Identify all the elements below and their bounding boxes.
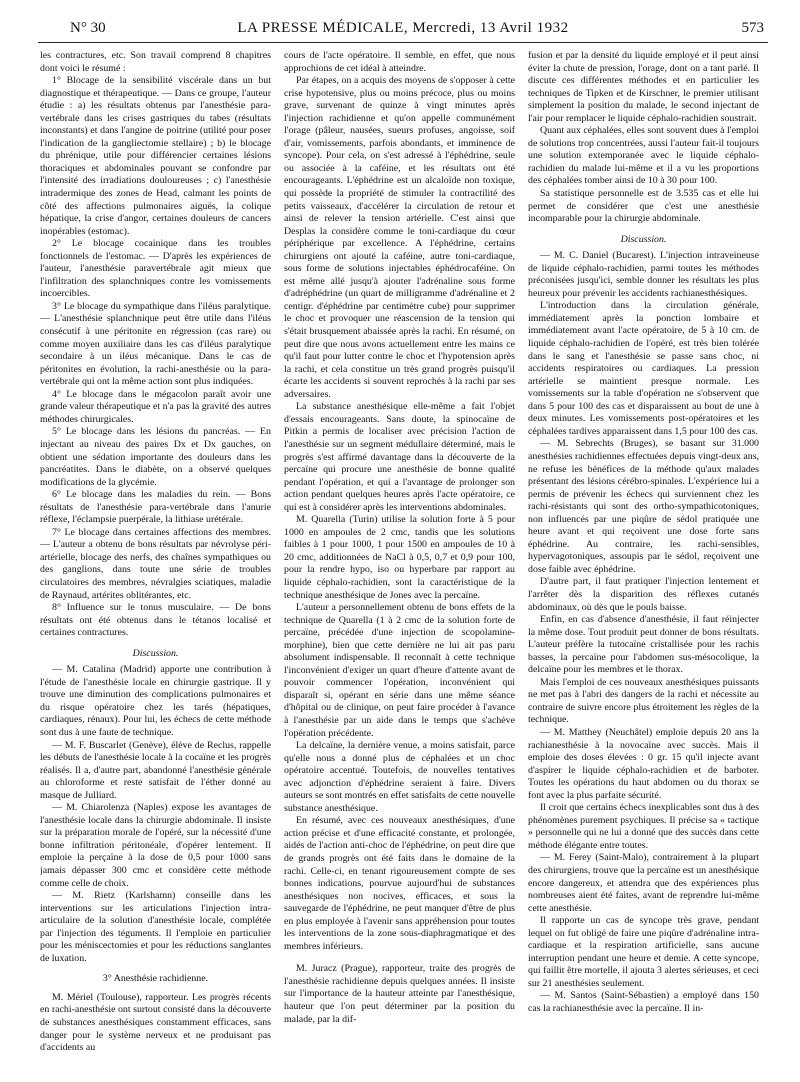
paragraph: Quant aux céphalées, elles sont souvent dues à l'emploi de solutions trop concentrées, aussi l'auteur fait-il toujours une solution extemporanée avec le liquide céphalo-rachidien du malade lui-même et il a vu les proportions des céphalées tomber ainsi de 10 à 30 pour 100. (528, 125, 759, 187)
paragraph: — M. Matthey (Neuchâtel) emploie depuis 20 ans la rachianesthésie à la novocaïne avec succès. Mais il emploie des doses élevées : 0 gr. 15 qu'il injecte avant d'aspirer le liquide céphalo-rachidien et de barboter. Toutes les opérations du haut abdomen ou du thorax se font avec la plus parfaite sécurité. (528, 726, 759, 801)
column-left (40, 50, 271, 1070)
paragraph: 5° Le blocage dans les lésions du pancréas. — En injectant au niveau des paires Dx et Dx gauches, on obtient une sédation importante des douleurs dans les pancréatites. Dans le diabète, on a observé quelques modifications de la glycémie. (40, 426, 271, 488)
paragraph: M. Quarella (Turin) utilise la solution forte à 5 pour 1000 en ampoules de 2 cmc, tandis que les solutions faibles à 1 pour 1000, 1 pour 1500 en ampoules de 10 à 20 cmc, additionnées de NaCl à 0,5, 0,7 et 0,9 pour 100, pour la rendre hypo, iso ou hyperbare par rapport au liquide céphalo-rachidien, sont la caractéristique de la technique anesthésique de Jones avec la percaïne. (284, 514, 515, 601)
paragraph: — M. Ferey (Saint-Malo), contrairement à la plupart des chirurgiens, trouve que la percaïne est un anesthésique encore dangereux, et attendra que des expériences plus nombreuses aient été faites, avant de reprendre lui-même cette anesthésie. (528, 852, 759, 914)
paragraph: — M. F. Buscarlet (Genève), élève de Reclus, rappelle les débuts de l'anesthésie locale à la cocaïne et les progrès réalisés. Il a, d'autre part, abandonné l'anesthésie générale au chloroforme et reste satisfait de l'éther donné au masque de Julliard. (40, 739, 271, 801)
paragraph: — M. Santos (Saint-Sébastien) a employé dans 150 cas la rachianesthésie avec la percaïne. Il in- (528, 990, 759, 1015)
paragraph: En résumé, avec ces nouveaux anesthésiques, d'une action précise et d'une efficacité constante, et prolongée, aidés de l'action anti-choc de l'éphédrine, on peut dire que de grands progrès ont été faits dans le domaine de la rachi. Celle-ci, en tenant rigoureusement compte de ses bonnes indications, pourvue aujourd'hui de substances anesthésiques non nocives, efficaces, et sous la sauvegarde de l'éphédrine, ne peut manquer d'être de plus en plus employée à l'avenir sans appréhension pour toutes les interventions de la zone sous-diaphragmatique et des membres inférieurs. (284, 815, 515, 952)
paragraph: 6° Le blocage dans les maladies du rein. — Bons résultats de l'anesthésie para-vertébrale dans l'anurie réflexe, l'éclampsie puerpérale, la lithiase urétérale. (40, 489, 271, 526)
column-middle (284, 50, 515, 1070)
paragraph: Il croit que certains échecs inexplicables sont dus à des phénomènes purement psychiques. Il précise sa « tactique » personnelle qui ne lui a donné que des succès dans cette méthode élégante entre toutes. (528, 802, 759, 851)
paragraph: Mais l'emploi de ces nouveaux anesthésiques puissants ne met pas à l'abri des dangers de la rachi et nécessite au contraire de suivre encore plus étroitement les règles de la technique. (528, 676, 759, 726)
paragraph: — M. Catalina (Madrid) apporte une contribution à l'étude de l'anesthésie locale en chirurgie gastrique. Il y trouve une diminution des complications pulmonaires et du risque opératoire chez les tarés (hépatiques, cardiaques, rénaux). Pour lui, les échecs de cette méthode sont dus à une faute de technique. (40, 664, 271, 738)
paragraph: L'introduction dans la circulation générale, immédiatement après la ponction lombaire et immédiatement avant l'acte opératoire, de 5 à 10 cm. de liquide céphalo-rachidien de l'opéré, est très bien tolérée dans le sang et l'anesthésie se passe sans choc, ni accidents respiratoires ou cardiaques. La pression artérielle se maintient presque normale. Les vomissements sur la table d'opération ne s'observent que dans 5 pour 100 des cas et disparaissent au bout de une à deux minutes. Les vomissements post-opératoires et les céphalées tardives apparaissent dans 1,5 pour 100 des cas. (528, 300, 759, 437)
issue-number: N° 30 (70, 20, 106, 36)
paragraph: 4° Le blocage dans le mégacolon paraît avoir une grande valeur thérapeutique et n'a pas la gravité des autres méthodes chirurgicales. (40, 388, 271, 425)
paragraph: 8° Influence sur le tonus musculaire. — De bons résultats ont été obtenus dans le tétanos localisé et certaines contractures. (40, 602, 271, 639)
section-heading: 3° Anesthésie rachidienne. (102, 973, 209, 985)
paragraph: 1° Blocage de la sensibilité viscérale dans un but diagnostique et thérapeutique. — Dans ce groupe, l'auteur étudie : a) les résultats obtenus par l'anesthésie para-vertébrale dans les crises gastriques du tabes (résultats inconstants) et dans l'angine de poitrine (utilité pour poser l'indication de la gangliectomie stellaire) ; b) le blocage du phrénique, utile pour différencier certaines lésions thoraciques et abdominales pouvant se confondre par l'intensité des irradiations douloureuses ; c) l'anesthésie intradermique des zones de Head, calmant les points de côté des affections pulmonaires aiguës, la colique hépatique, la crise d'angor, certaines douleurs de cancers inopérables (estomac). (40, 75, 271, 237)
paragraph: — M. Rietz (Karlshamn) conseille dans les interventions sur les articulations l'injection intra-articulaire de la solution d'anesthésie locale, complétée par l'injection des téguments. Il l'emploie en particulier pour les méniscectomies et pour les réductions sanglantes de luxation. (40, 890, 271, 964)
paragraph: 2° Le blocage cocainique dans les troubles fonctionnels de l'estomac. — D'après les expériences de l'auteur, l'anesthésie paravertébrale agit mieux que l'infiltration des splanchniques contre les vomissements incoercibles. (40, 238, 271, 300)
column-right (528, 50, 759, 1070)
paragraph: les contractures, etc. Son travail comprend 8 chapitres dont voici le résumé : (40, 50, 271, 74)
paragraph: Par étapes, on a acquis des moyens de s'opposer à cette crise hypotensive, plus ou moins précoce, plus ou moins grave, survenant de quinze à vingt minutes après l'injection rachidienne et qu'on appelle communément l'orage (pâleur, nausées, sueurs profuses, angoisse, soif d'air, vomissements, parfois abondants, et imminence de syncope). Pour cela, on s'est adressé à l'éphédrine, seule ou associée à la caféine, et les résultats ont été encourageants. L'éphédrine est un alcaloïde non toxique, qui possède la propriété de stimuler la contractilité des petits vaisseaux, d'accélérer la circulation de retour et ainsi de relever la tension artérielle. C'est ainsi que Desplas la considère comme le toni-cardiaque du cœur périphérique par excellence. A l'éphédrine, certains chirurgiens ont ajouté la caféine, autre toni-cardiaque, sous forme de solutions injectables éphédrocaféine. On est même allé jusqu'à ajouter l'adrénaline sous forme d'adréphédrine (un quart de milligramme d'adrénaline et 2 centigr. d'éphédrine par centimètre cube) pour supprimer le choc et provoquer une réascension de la tension qui s'était brusquement abaissée après la rachi. En résumé, on peut dire que nous avons actuellement entre les mains ce qu'il faut pour lutter contre le choc et l'hypotension après la rachi, et cela constitue un très grand progrès puisqu'il écarte les accidents si souvent reprochés à la rachi par ses adversaires. (284, 75, 515, 400)
page-header (38, 16, 768, 43)
paragraph: 7° Le blocage dans certaines affections des membres. — L'auteur a obtenu de bons résultats par névrolyse péri-artérielle, blocage des nerfs, des chaînes sympathiques ou des ganglions, dans toute une série de troubles circulatoires des membres, névralgies sciatiques, maladie de Raynaud, artérites oblitérantes, etc. (40, 526, 271, 601)
paragraph: Enfin, en cas d'absence d'anesthésie, il faut réinjecter la même dose. Tout produit peut donner de bons résultats. L'auteur préfère la tutocaïne cristallisée pour les rachis basses, la percaïne pour l'abdomen sus-mésocolique, la delcaïne pour les membres et le thorax. (528, 614, 759, 676)
paragraph: fusion et par la densité du liquide employé et il peut ainsi éviter la chute de pression, l'orage, dont on a tant parlé. Il discute ces différentes méthodes et en particulier les techniques de Tipken et de Kirschner, le premier utilisant simplement la position du malade, le second injectant de l'air pour remplacer le liquide céphalo-rachidien soustrait. (528, 50, 759, 124)
paragraph: — M. C. Daniel (Bucarest). L'injection intraveineuse de liquide céphalo-rachidien, parmi toutes les méthodes préconisées jusqu'ici, semble donner les résultats les plus heureux pour prévenir les accidents rachianesthésiques. (528, 250, 759, 299)
paragraph: D'autre part, il faut pratiquer l'injection lentement et l'arrêter dès la disparition des réflexes cutanés abdominaux, où dès que le pouls baisse. (528, 576, 759, 613)
page-number: 573 (741, 20, 764, 36)
paragraph: Il rapporte un cas de syncope très grave, pendant lequel on fut obligé de faire une piqûre d'adrénaline intra-cardiaque et la respiration artificielle, sans aucune interruption pendant une heure et demie. A cette syncope, qui faillit être mortelle, il ajouta 3 alertes sérieuses, et ceci sur 21 anesthésies seulement. (528, 915, 759, 989)
paragraph: L'auteur a personnellement obtenu de bons effets de la technique de Quarella (1 à 2 cmc de la solution forte de percaïne, précédée d'une injection de scopolamine-morphine), bien que cette dernière ne lui ait pas paru absolument indispensable. Il reconnaît à cette technique l'inconvénient d'exiger un quart d'heure d'attente avant de pouvoir commencer l'opération, inconvénient qui disparaît si, opérant en série dans une même séance d'hôpital ou de clinique, on peut faire procéder à l'avance à l'anesthésie par un aide dans le temps que s'achève l'opération précédente. (284, 602, 515, 739)
section-heading: Discussion. (132, 647, 179, 659)
section-heading: Discussion. (620, 233, 667, 245)
paragraph: La delcaïne, la dernière venue, a moins satisfait, parce qu'elle nous a donné plus de céphalées et un choc opératoire accentué. Toutefois, de nouvelles tentatives avec adjonction d'éphédrine seraient à faire. Divers auteurs se sont montrés en effet satisfaits de cette nouvelle substance anesthésique. (284, 740, 515, 814)
paragraph: 3° Le blocage du sympathique dans l'iléus paralytique. — L'anesthésie splanchnique peut être utile dans l'iléus consécutif à une péritonite en régression (cas rare) ou comme moyen auxiliaire dans les cas d'iléus paralytique secondaire à un iléus mécanique. Dans le cas de péritonites en évolution, la rachi-anesthésie ou la para-vertébrale qui ont la même action sont plus indiquées. (40, 300, 271, 388)
paragraph: — M. Sebrechts (Bruges), se basant sur 31.000 anesthésies rachidiennes effectuées depuis vingt-deux ans, ne refuse les bénéfices de la méthode qu'aux malades présentant des lésions cérébro-spinales. L'expérience lui a permis de prévenir les échecs qui surviennent chez les rachi-résistants qui sont des ortho-sympathicotoniques, non influencés par une piqûre de sédol pratiquée une heure avant et qui reçoivent une dose forte sans éphédrine. Au contraire, les rachi-sensibles, hypervagotoniques, assoupis par le sédol, reçoivent une dose faible avec éphédrine. (528, 438, 759, 575)
paragraph: cours de l'acte opératoire. Il semble, en effet, que nous approchions de cet idéal à atteindre. (284, 50, 515, 74)
paragraph: M. Mériel (Toulouse), rapporteur. Les progrès récents en rachi-anesthésie ont surtout consisté dans la découverte de substances anesthésiques constamment efficaces, sans danger pour le système nerveux et ne produisant pas d'accidents au (40, 991, 271, 1054)
paragraph: M. Juracz (Prague), rapporteur, traite des progrès de l'anesthésie rachidienne depuis quelques années. Il insiste sur l'importance de la hauteur atteinte par l'anesthésique, hauteur que l'on peut déterminer par la position du malade, par la dif- (284, 963, 515, 1025)
paragraph: La substance anesthésique elle-même a fait l'objet d'essais encourageants. Sans doute, la spinocaïne de Pitkin a permis de localiser avec précision l'action de l'anesthésie sur un segment médullaire déterminé, mais le progrès s'est affirmé davantage dans la découverte de la percaïne qui procure une anesthésie de bonne qualité pendant l'opération, et qui a l'avantage de prolonger son action pendant quelques heures après l'acte opératoire, ce qui est à considérer après les interventions abdominales. (284, 401, 515, 513)
paragraph: — M. Chiarolenza (Naples) expose les avantages de l'anesthésie locale dans la chirurgie abdominale. Il insiste sur la préparation morale de l'opéré, sur la nécessité d'une bonne infiltration péritonéale, d'opérer lentement. Il emploie la perçaïne à la dose de 0,5 pour 1000 sans jamais dépasser 300 cmc et considère cette méthode comme celle de choix. (40, 802, 271, 889)
paragraph: Sa statistique personnelle est de 3.535 cas et elle lui permet de considérer que c'est une anesthésie incomparable pour la chirurgie abdominale. (528, 188, 759, 225)
journal-title: LA PRESSE MÉDICALE, Mercredi, 13 Avril 1932 (237, 20, 569, 36)
